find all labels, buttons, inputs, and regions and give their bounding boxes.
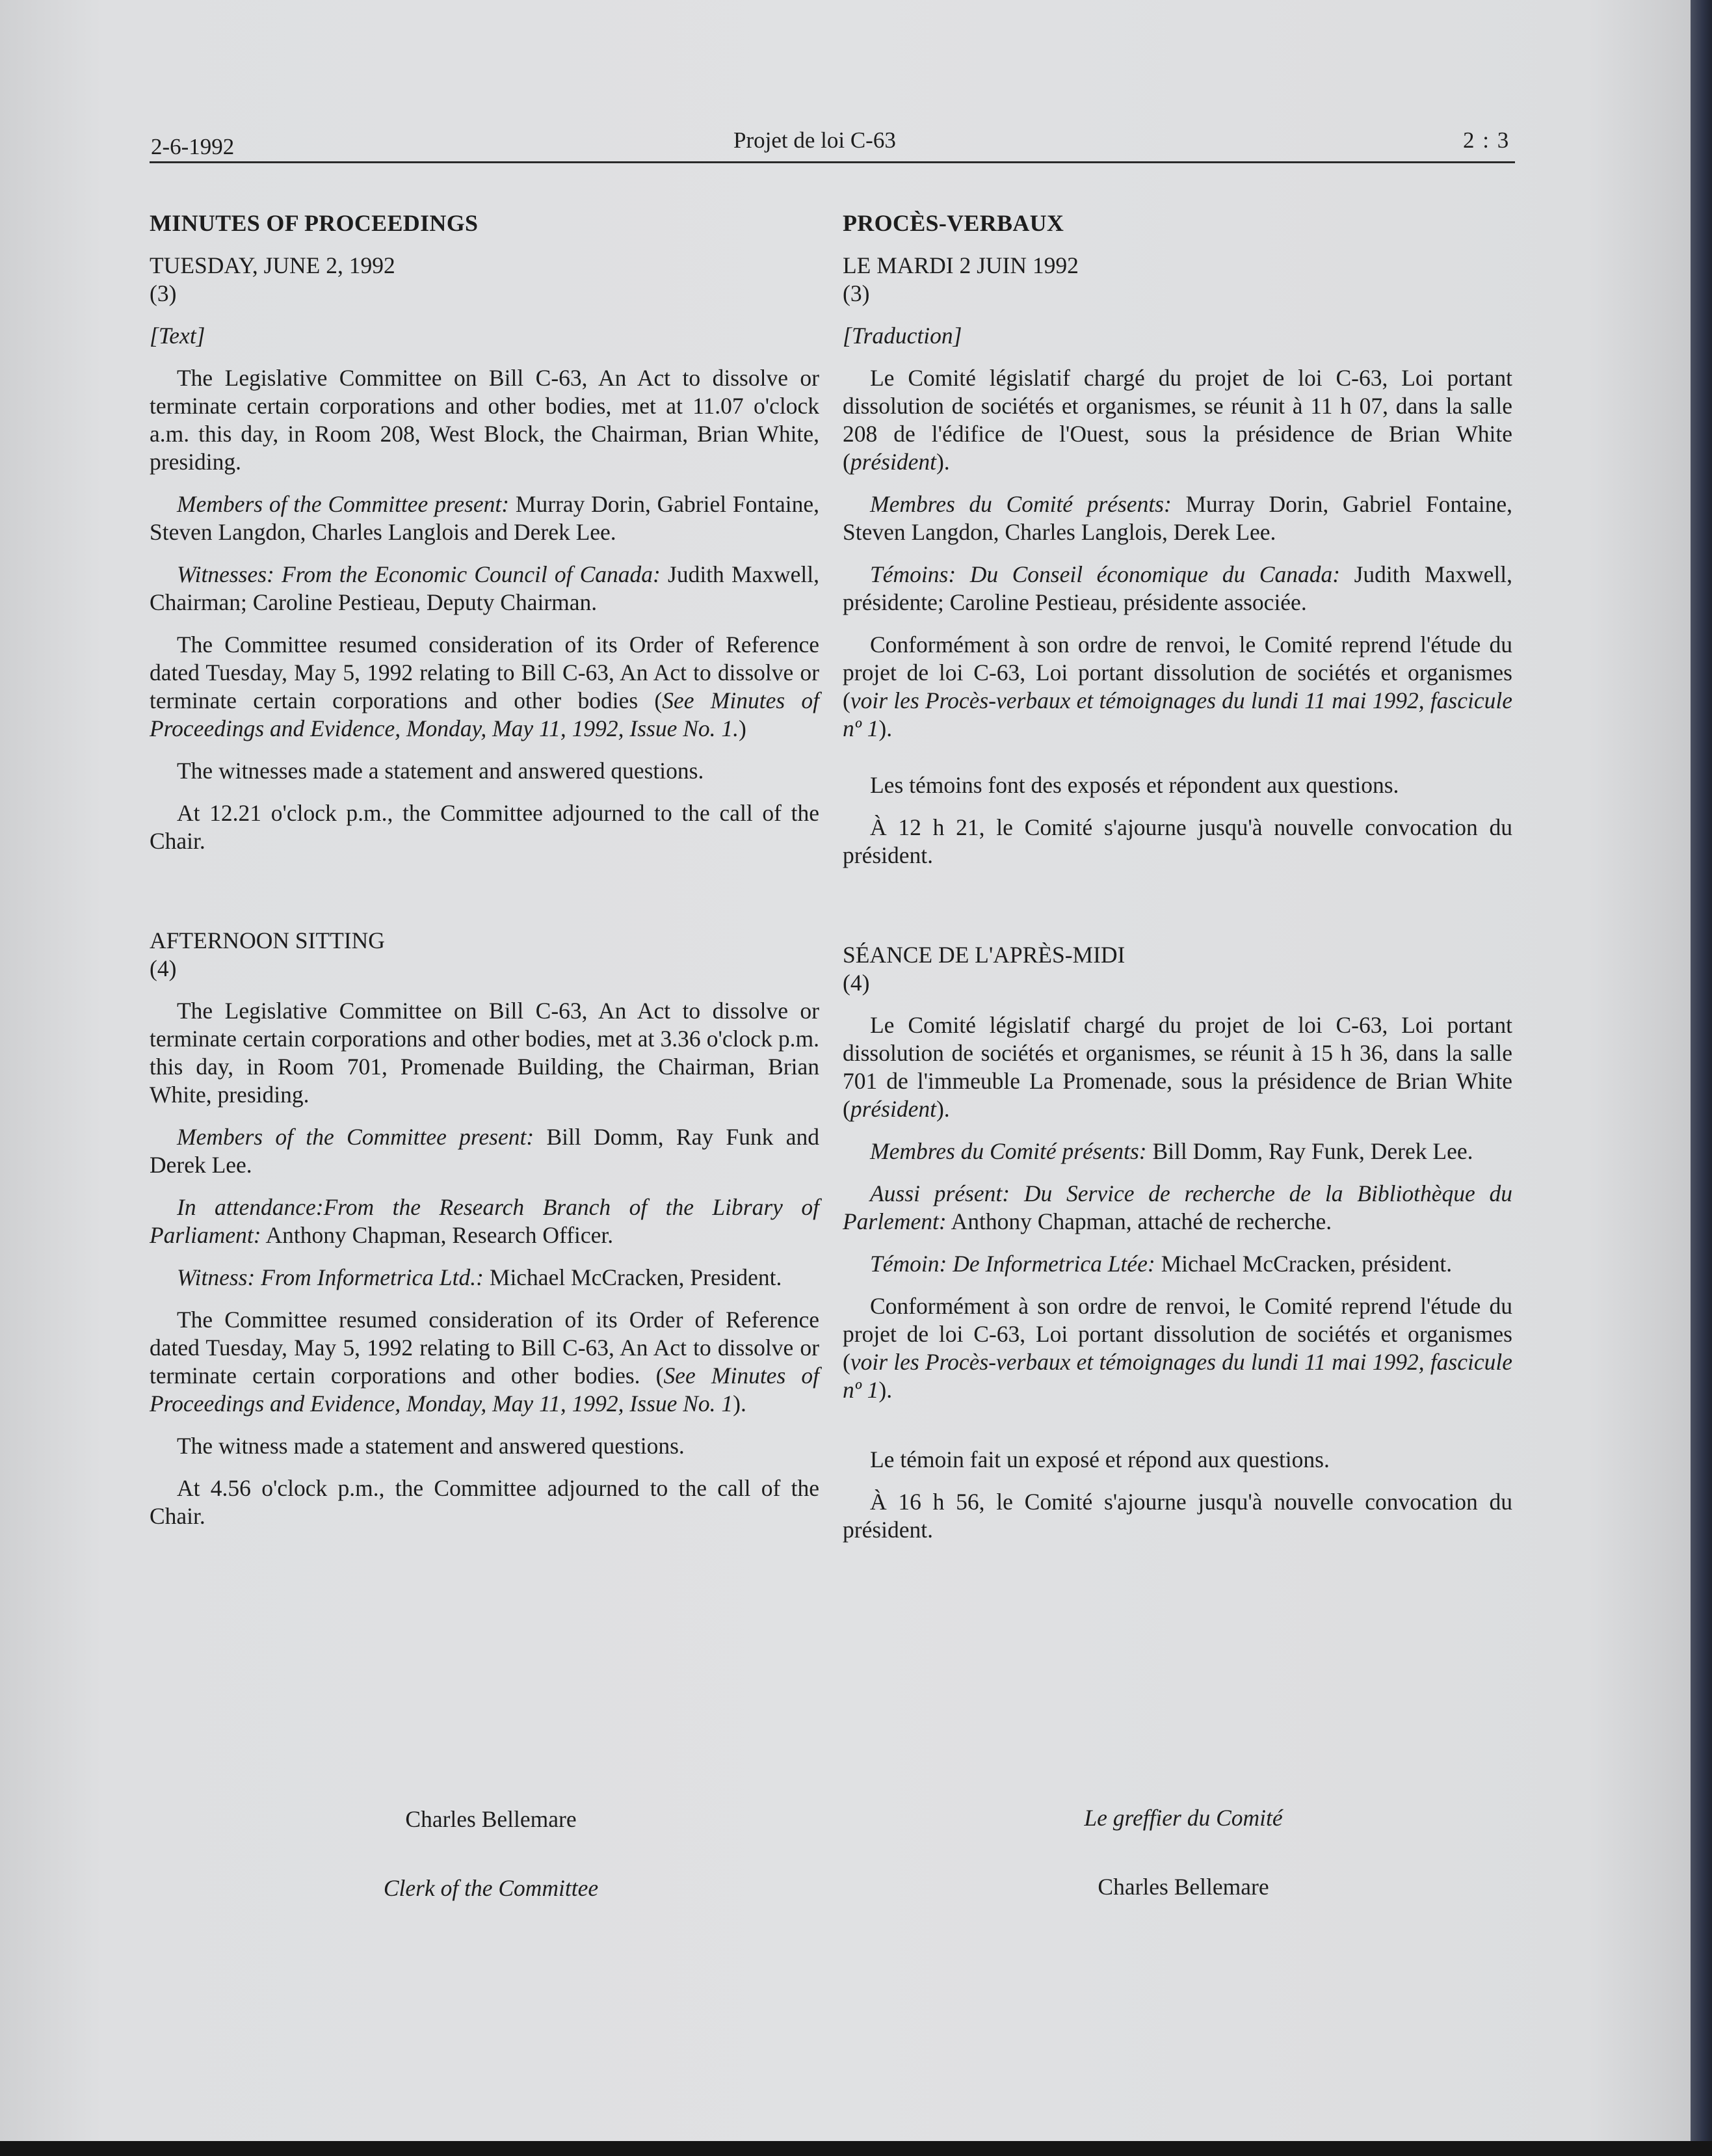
members-label: Membres du Comité présents:: [870, 491, 1172, 517]
running-head-date: 2-6-1992: [151, 134, 235, 159]
sitting-number: (4): [843, 970, 870, 996]
section-heading: PROCÈS-VERBAUX: [843, 210, 1064, 236]
order-citation: voir les Procès-verbaux et témoignages du lundi 11 mai 1992, fascicule nº 1: [843, 687, 1512, 741]
clerk-name-en: Charles Bellemare: [405, 1806, 577, 1832]
members-label: Members of the Committee present:: [177, 491, 510, 517]
order-close: ).: [878, 1377, 893, 1403]
order-of-reference: [150, 1306, 819, 1418]
statement-note: Les témoins font des exposés et répondent aux questions.: [870, 772, 1399, 798]
attendance-list: Anthony Chapman, Research Officer.: [261, 1222, 614, 1248]
order-citation: See Minutes of Proceedings and Evidence, Monday, May 11, 1992, Issue No. 1.: [150, 687, 820, 741]
order-of-reference: [150, 631, 819, 743]
sitting-number: (4): [150, 955, 177, 981]
order-of-reference: [843, 631, 1512, 743]
adjournment-note: À 16 h 56, le Comité s'ajourne jusqu'à nouvelle convocation du président.: [843, 1489, 1512, 1543]
sitting-date: LE MARDI 2 JUIN 1992: [843, 252, 1079, 278]
statement-note: Le témoin fait un exposé et répond aux questions.: [870, 1446, 1330, 1472]
adjournment-note: À 12 h 21, le Comité s'ajourne jusqu'à nouvelle convocation du président.: [843, 814, 1512, 868]
order-close: ): [739, 715, 746, 741]
opening-paragraph: The Legislative Committee on Bill C-63, An Act to dissolve or terminate certain corporations and other bodies, met at 3.36 o'clock p.m. this day, in Room 701, Promenade Building, the Chairman, Brian White, presiding.: [150, 998, 819, 1108]
witnesses: [843, 1250, 1512, 1278]
witnesses-list: Michael McCracken, President.: [484, 1264, 782, 1290]
chair-role: président: [850, 1096, 936, 1122]
members-list: Murray Dorin, Gabriel Fontaine, Steven Langdon, Charles Langlois, Derek Lee.: [843, 491, 1513, 545]
witnesses-list: Michael McCracken, président.: [1155, 1251, 1453, 1277]
witnesses-list: Judith Maxwell, Chairman; Caroline Pestieau, Deputy Chairman.: [150, 561, 820, 615]
sitting-number: (3): [843, 280, 870, 306]
adjournment-note: At 4.56 o'clock p.m., the Committee adjourned to the call of the Chair.: [150, 1475, 819, 1529]
sitting-date: TUESDAY, JUNE 2, 1992: [150, 252, 395, 278]
statement-note: The witness made a statement and answered questions.: [177, 1433, 685, 1459]
members-present: [150, 490, 819, 546]
witnesses: [843, 561, 1512, 617]
members-list: Bill Domm, Ray Funk and Derek Lee.: [150, 1124, 819, 1178]
order-text: Conformément à son ordre de renvoi, le Comité reprend l'étude du projet de loi C-63, Loi portant dissolution de sociétés et organismes (: [843, 632, 1512, 713]
witnesses: [150, 1264, 819, 1292]
clerk-name-fr: Charles Bellemare: [1098, 1874, 1269, 1900]
opening-paragraph: [843, 364, 1512, 476]
in-attendance: [843, 1180, 1512, 1236]
members-present: [150, 1123, 819, 1179]
order-text: The Committee resumed consideration of its Order of Reference dated Tuesday, May 5, 1992 relating to Bill C-63, An Act to dissolve or terminate certain corporations and other bodies (: [150, 632, 819, 713]
members-present: [843, 1138, 1512, 1165]
section-heading: SÉANCE DE L'APRÈS-MIDI: [843, 942, 1126, 968]
opening-paragraph: [843, 1011, 1512, 1123]
section-heading: MINUTES OF PROCEEDINGS: [150, 210, 479, 236]
members-label: Membres du Comité présents:: [870, 1138, 1147, 1164]
order-text: Conformément à son ordre de renvoi, le Comité reprend l'étude du projet de loi C-63, Loi portant dissolution de sociétés et organismes (: [843, 1293, 1512, 1375]
adjournment-note: At 12.21 o'clock p.m., the Committee adjourned to the call of the Chair.: [150, 800, 819, 854]
witnesses: [150, 561, 819, 617]
attendance-label: In attendance:From the Research Branch of the Library of Parliament:: [150, 1194, 819, 1248]
book-edge: [1691, 0, 1712, 2156]
clerk-title-fr: Le greffier du Comité: [1084, 1805, 1283, 1831]
witnesses-list: Judith Maxwell, présidente; Caroline Pestieau, présidente associée.: [843, 561, 1512, 615]
order-close: ).: [878, 715, 893, 741]
members-list: Bill Domm, Ray Funk, Derek Lee.: [1146, 1138, 1473, 1164]
order-close: ).: [733, 1391, 746, 1417]
english-column: [150, 209, 819, 1530]
language-note: [Text]: [150, 323, 205, 349]
language-note: [Traduction]: [843, 323, 962, 349]
witnesses-label: Witness: From Informetrica Ltd.:: [177, 1264, 484, 1290]
opening-paragraph: The Legislative Committee on Bill C-63, An Act to dissolve or terminate certain corporations and other bodies, met at 11.07 o'clock a.m. this day, in Room 208, West Block, the Chairman, Brian White, presiding.: [150, 365, 819, 475]
running-head-page-number: 2 : 3: [1463, 127, 1510, 153]
sitting-number: (3): [150, 280, 177, 306]
members-present: [843, 490, 1512, 546]
order-text: The Committee resumed consideration of its Order of Reference dated Tuesday, May 5, 1992 relating to Bill C-63, An Act to dissolve or terminate certain corporations and other bodies. (: [150, 1307, 819, 1389]
section-heading: AFTERNOON SITTING: [150, 927, 385, 953]
order-citation: See Minutes of Proceedings and Evidence, Monday, May 11, 1992, Issue No. 1: [150, 1363, 820, 1417]
witnesses-label: Témoin: De Informetrica Ltée:: [870, 1251, 1155, 1277]
scan-bottom-border: [0, 2141, 1712, 2156]
chair-role: président: [850, 449, 936, 475]
opening-text: Le Comité législatif chargé du projet de loi C-63, Loi portant dissolution de sociétés et organismes, se réunit à 15 h 36, dans la salle 701 de l'immeuble La Promenade, sous la présidence de Brian White (: [843, 1012, 1512, 1122]
statement-note: The witnesses made a statement and answered questions.: [177, 758, 704, 784]
french-column: [843, 209, 1512, 1544]
clerk-title-en: Clerk of the Committee: [383, 1875, 599, 1901]
members-list: Murray Dorin, Gabriel Fontaine, Steven Langdon, Charles Langlois and Derek Lee.: [150, 491, 819, 545]
order-citation: voir les Procès-verbaux et témoignages du lundi 11 mai 1992, fascicule nº 1: [843, 1349, 1512, 1403]
opening-close: ).: [936, 449, 950, 475]
order-of-reference: [843, 1292, 1512, 1404]
in-attendance: [150, 1193, 819, 1249]
running-head-title: Projet de loi C-63: [733, 127, 896, 153]
witnesses-label: Témoins: Du Conseil économique du Canada:: [870, 561, 1341, 587]
opening-text: Le Comité législatif chargé du projet de loi C-63, Loi portant dissolution de sociétés et organismes, se réunit à 11 h 07, dans la salle 208 de l'édifice de l'Ouest, sous la présidence de Brian White (: [843, 365, 1512, 475]
attendance-label: Aussi présent: Du Service de recherche de la Bibliothèque du Parlement:: [843, 1180, 1512, 1234]
header-rule: [150, 161, 1515, 163]
witnesses-label: Witnesses: From the Economic Council of Canada:: [177, 561, 661, 587]
attendance-list: Anthony Chapman, attaché de recherche.: [946, 1208, 1332, 1234]
members-label: Members of the Committee present:: [177, 1124, 534, 1150]
opening-close: ).: [936, 1096, 950, 1122]
